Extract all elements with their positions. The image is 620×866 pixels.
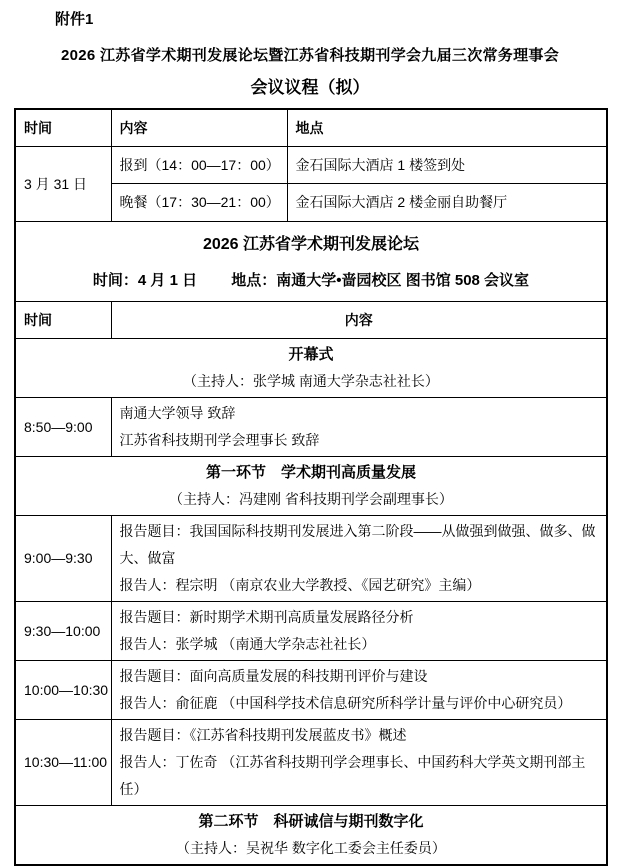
time-cell: 9:00—9:30 [15, 515, 111, 601]
section-cell [15, 456, 607, 515]
content-line: 报告人：俞征鹿 （中国科学技术信息研究所科学计量与评价中心研究员） [119, 694, 572, 711]
date-cell: 3 月 31 日 [15, 146, 111, 221]
content-cell: 报到（14：00—17：00） [111, 146, 287, 183]
section-host: （主持人：吴祝华 数字化工委会主任委员） [176, 839, 446, 856]
content-cell [111, 397, 607, 456]
section-cell [15, 338, 607, 397]
table-header-row-2 [15, 301, 607, 338]
schedule-row [15, 601, 607, 660]
time-cell: 10:00—10:30 [15, 660, 111, 719]
section-cell [15, 805, 607, 865]
attachment-label: 附件1 [55, 11, 94, 28]
time-cell: 9:30—10:00 [15, 601, 111, 660]
content-line: 报告题目：面向高质量发展的科技期刊评价与建设 [119, 667, 428, 684]
col-header-location: 地点 [287, 109, 607, 146]
location-cell: 金石国际大酒店 1 楼签到处 [287, 146, 607, 183]
forum-meta: 时间：4 月 1 日 地点：南通大学•啬园校区 图书馆 508 会议室 [92, 272, 530, 289]
section-row-opening [15, 338, 607, 397]
section-title: 第二环节 科研诚信与期刊数字化 [198, 812, 424, 830]
section-host: （主持人：冯建刚 省科技期刊学会副理事长） [169, 490, 453, 507]
document-subtitle: 会议议程（拟） [250, 78, 370, 97]
content-cell [111, 601, 607, 660]
content-line: 报告人：张学城 （南通大学杂志社社长） [119, 635, 376, 652]
section-title: 开幕式 [288, 345, 334, 363]
table-row-checkin [15, 146, 607, 183]
schedule-row [15, 660, 607, 719]
agenda-table [14, 108, 608, 866]
content-cell [111, 719, 607, 805]
location-cell: 金石国际大酒店 2 楼金丽自助餐厅 [287, 183, 607, 221]
col-header-time: 时间 [15, 109, 111, 146]
content-line: 江苏省科技期刊学会理事长 致辞 [119, 431, 320, 448]
document-title: 2026 江苏省学术期刊发展论坛暨江苏省科技期刊学会九届三次常务理事会 [60, 47, 560, 64]
content-line: 报告人：程宗明 （南京农业大学教授、《园艺研究》主编） [119, 576, 481, 593]
col-header-time-2: 时间 [15, 301, 111, 338]
content-line: 报告题目：我国国际科技期刊发展进入第二阶段——从做强到做强、做多、做大、做富 [119, 522, 596, 566]
content-cell: 晚餐（17：30—21：00） [111, 183, 287, 221]
section-title: 第一环节 学术期刊高质量发展 [205, 463, 416, 481]
col-header-content: 内容 [111, 109, 287, 146]
section-row-session2 [15, 805, 607, 865]
schedule-row [15, 397, 607, 456]
content-line: 报告题目：《江苏省科技期刊发展蓝皮书》概述 [119, 726, 407, 743]
content-line: 南通大学领导 致辞 [119, 404, 236, 421]
time-cell: 10:30—11:00 [15, 719, 111, 805]
section-row-session1 [15, 456, 607, 515]
forum-title-cell [15, 221, 607, 301]
content-line: 报告人：丁佐奇 （江苏省科技期刊学会理事长、中国药科大学英文期刊部主任） [119, 753, 586, 797]
content-line: 报告题目：新时期学术期刊高质量发展路径分析 [119, 608, 414, 625]
table-header-row [15, 109, 607, 146]
forum-title-row [15, 221, 607, 301]
forum-title: 2026 江苏省学术期刊发展论坛 [202, 236, 420, 253]
content-cell [111, 515, 607, 601]
schedule-row [15, 719, 607, 805]
schedule-row [15, 515, 607, 601]
col-header-content-2: 内容 [111, 301, 607, 338]
content-cell [111, 660, 607, 719]
time-cell: 8:50—9:00 [15, 397, 111, 456]
section-host: （主持人：张学城 南通大学杂志社社长） [183, 372, 439, 389]
